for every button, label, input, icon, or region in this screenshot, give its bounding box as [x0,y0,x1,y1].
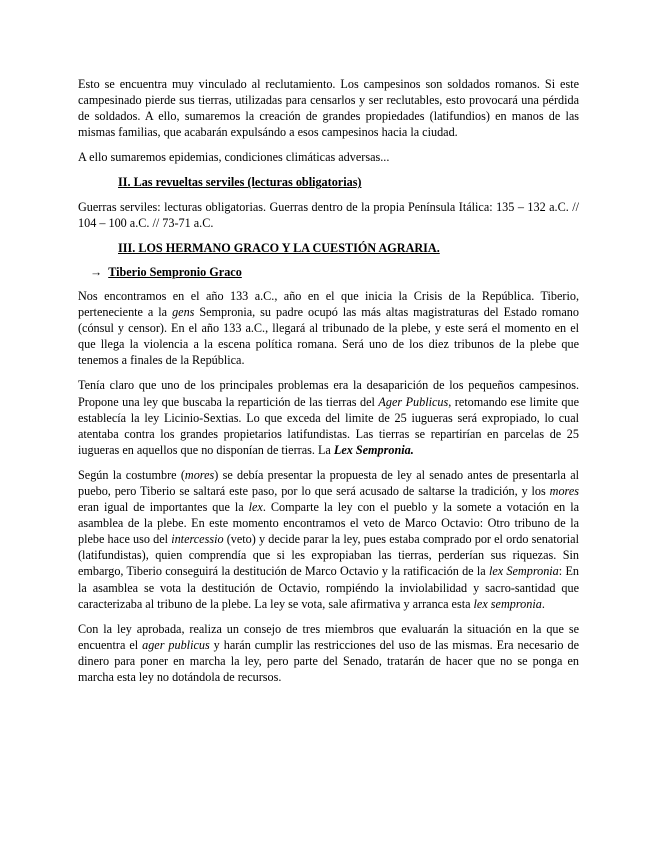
arrow-icon: → [90,264,103,279]
paragraph-reclutamiento: Esto se encuentra muy vinculado al reclutamiento. Los campesinos son soldados romanos. Si este campesinado pierde sus tierras, utilizadas para censarlos y ser reclutables, esto provocará una pérdida de soldados. A ello, sumaremos la creación de grandes propiedades (latifundios) en manos de las mismas familias, que acabarán expulsándo a esos campesinos hacia la ciudad. [78,77,579,140]
paragraph-tiberio-intro: Nos encontramos en el año 133 a.C., año en el que inicia la Crisis de la República. Tiberio, perteneciente a la gens Sempronia, su padre ocupó las más altas magistraturas del Estado romano (cónsul y censor). En el año 133 a.C., llegará al tribunado de la plebe, y este será el momento en el que llega la violencia a la escena política romana. Será uno de los diez tribunos de la plebe que tenemos a finales de la República. [78,288,579,368]
heading-revueltas-serviles: II. Las revueltas serviles (lecturas obligatorias) [118,175,362,190]
paragraph-mores: Según la costumbre (mores) se debía presentar la propuesta de ley al senado antes de presentarla al puebo, pero Tiberio se saltará este paso, por lo que será acusado de saltarse la tradición, y los mores eran igual de importantes que la lex. Comparte la ley con el pueblo y la somete a votación en la asamblea de la plebe. En este momento encontramos el veto de Marco Octavio: Otro tribuno de la plebe hace uso del intercessio (veto) y decide parar la ley, pues estaba comprado por el ordo senatorial (latifundistas), quien comprendía que si les expropiaban las tierras, perderían sus riquezas. Sin embargo, Tiberio conseguirá la destitución de Marco Octavio y la ratificación de la lex Sempronia: En la asamblea se vota la destitución de Octavio, rompiéndo la inviolabilidad y sacro-santidad que caracterizaba al tribuno de la plebe. La ley se vota, sale afirmativa y arranca esta lex sempronia. [78,467,579,611]
heading-tiberio-label: Tiberio Sempronio Graco [108,264,242,279]
paragraph-lex-sempronia: Tenía claro que uno de los principales problemas era la desaparición de los pequeños campesinos. Propone una ley que buscaba la repartición de las tierras del Ager Publicus, retomando ese limite que establecía la ley Licinio-Sextias. Lo que exceda del limite de 25 iugueras será expropiado, lo cual atentaba contra los grandes propietarios latifundistas. Las tierras se repartirían en parcelas de 25 iugueras en aquellos que no disponían de tierras. La Lex Sempronia. [78,378,579,457]
paragraph-consejo: Con la ley aprobada, realiza un consejo de tres miembros que evaluarán la situación en la que se encuentra el ager publicus y harán cumplir las restricciones del uso de las mismas. Era necesario de dinero para poner en marcha la ley, pero parte del Senado, tratarán de hacer que no se ponga en marcha esta ley no dotándola de recursos. [78,621,579,684]
document-page [78,76,579,694]
heading-tiberio [78,264,579,280]
heading-hermanos-graco: III. LOS HERMANO GRACO Y LA CUESTIÓN AGRARIA. [118,240,440,255]
paragraph-epidemias: A ello sumaremos epidemias, condiciones climáticas adversas... [78,150,390,165]
paragraph-guerras-serviles: Guerras serviles: lecturas obligatorias. Guerras dentro de la propia Península Itálica: 135 – 132 a.C. // 104 – 100 a.C. // 73-71 a.C. [78,199,579,230]
